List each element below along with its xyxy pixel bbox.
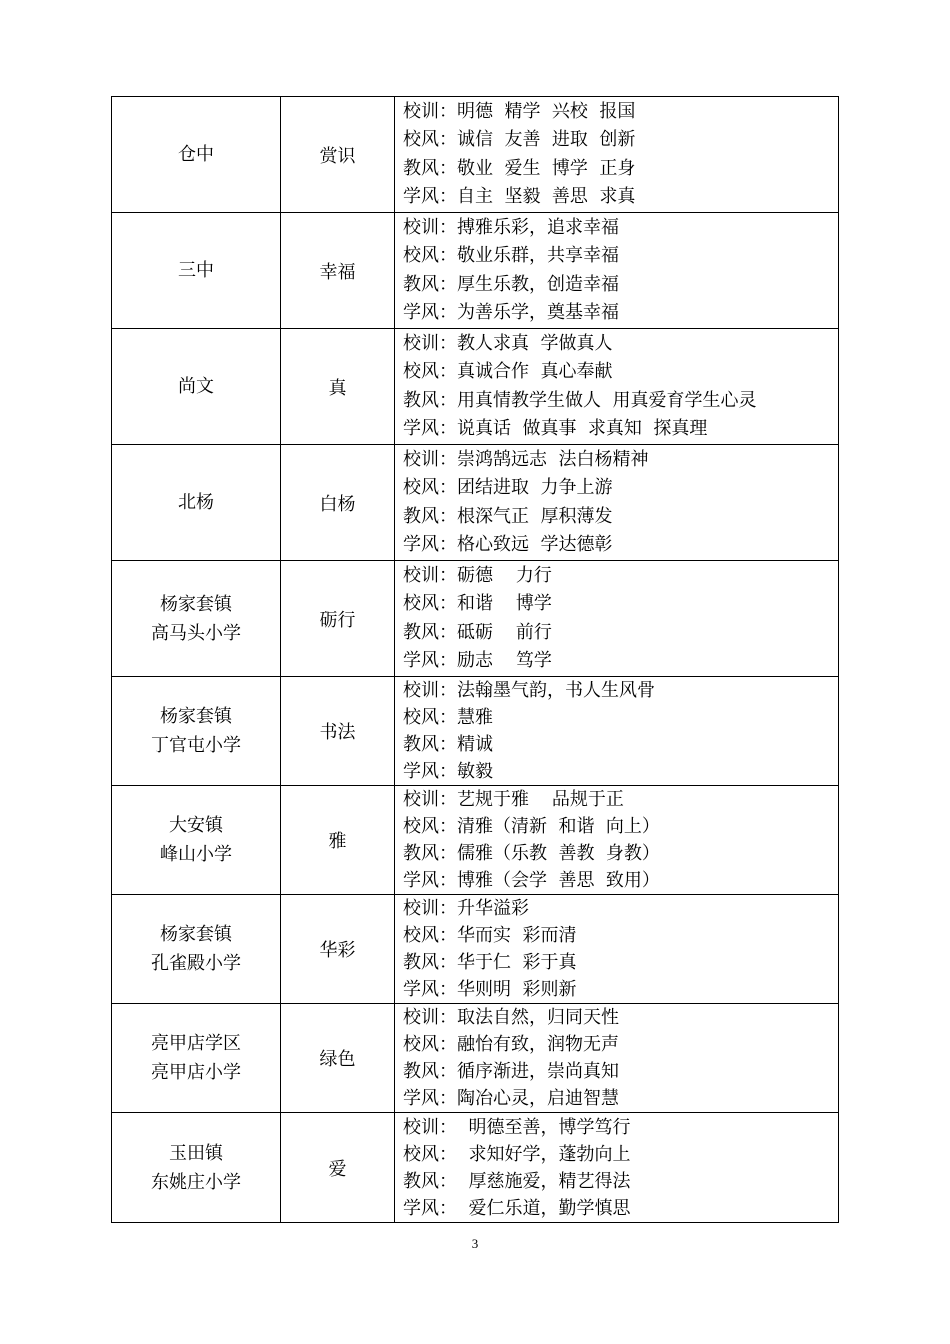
motto-line: 学风： 爱仁乐道，勤学慎思 xyxy=(403,1197,631,1219)
school-name-cell xyxy=(112,786,281,895)
motto-line: 校训： 明德至善，博学笃行 xyxy=(403,1116,631,1138)
school-name-cell xyxy=(112,213,281,329)
motto-line: 学风：自主 坚毅 善思 求真 xyxy=(403,186,636,207)
motto-line: 校训：法翰墨气韵，书人生风骨 xyxy=(403,680,655,701)
motto-line: 校训：砺德 力行 xyxy=(403,564,552,586)
motto-line: 校训：教人求真 学做真人 xyxy=(403,332,613,354)
motto-line: 教风：循序渐进，崇尚真知 xyxy=(403,1061,619,1082)
culture-theme-cell: 真 xyxy=(281,329,395,445)
school-name-line: 北杨 xyxy=(178,492,214,513)
mottos-cell xyxy=(395,1113,839,1223)
mottos-cell xyxy=(395,1004,839,1113)
school-name-line: 玉田镇 xyxy=(169,1142,223,1164)
mottos-cell xyxy=(395,213,839,329)
culture-theme-cell: 砺行 xyxy=(281,561,395,677)
motto-line: 学风：陶冶心灵，启迪智慧 xyxy=(403,1088,619,1109)
motto-line: 教风：厚生乐教，创造幸福 xyxy=(403,273,619,295)
school-name-line: 高马头小学 xyxy=(151,622,241,644)
school-name-line: 杨家套镇 xyxy=(160,706,232,727)
motto-line: 校风： 求知好学，蓬勃向上 xyxy=(403,1143,631,1165)
motto-line: 校风：真诚合作 真心奉献 xyxy=(403,361,613,382)
culture-theme-cell: 爱 xyxy=(281,1113,395,1223)
culture-theme-cell: 幸福 xyxy=(281,213,395,329)
mottos-cell xyxy=(395,329,839,445)
mottos-cell xyxy=(395,561,839,677)
school-name-line: 杨家套镇 xyxy=(160,924,232,945)
motto-line: 校风：团结进取 力争上游 xyxy=(403,477,613,498)
school-name-cell xyxy=(112,445,281,561)
page-number: 3 xyxy=(471,1236,479,1251)
motto-line: 学风：励志 笃学 xyxy=(403,650,552,671)
mottos-cell xyxy=(395,445,839,561)
table-row xyxy=(112,329,839,445)
school-name-cell xyxy=(112,895,281,1004)
culture-theme-cell: 雅 xyxy=(281,786,395,895)
school-culture-table xyxy=(111,96,839,1223)
table-row xyxy=(112,213,839,329)
motto-line: 教风：华于仁 彩于真 xyxy=(403,952,577,973)
table-row xyxy=(112,445,839,561)
motto-line: 教风：精诚 xyxy=(403,734,493,755)
school-name-line: 丁官屯小学 xyxy=(151,735,241,756)
mottos-cell xyxy=(395,895,839,1004)
culture-theme-cell: 书法 xyxy=(281,677,395,786)
mottos-cell xyxy=(395,677,839,786)
culture-theme-cell: 绿色 xyxy=(281,1004,395,1113)
school-name-cell xyxy=(112,97,281,213)
table-row xyxy=(112,561,839,677)
school-name-line: 大安镇 xyxy=(169,815,223,836)
motto-line: 教风：砥砺 前行 xyxy=(403,621,552,643)
table-row xyxy=(112,786,839,895)
motto-line: 学风：说真话 做真事 求真知 探真理 xyxy=(403,418,708,439)
motto-line: 教风： 厚慈施爱，精艺得法 xyxy=(403,1170,631,1192)
school-name-cell xyxy=(112,561,281,677)
motto-line: 学风：敏毅 xyxy=(403,761,493,782)
motto-line: 学风：格心致远 学达德彰 xyxy=(403,534,613,555)
mottos-cell xyxy=(395,786,839,895)
motto-line: 校风：融怡有致，润物无声 xyxy=(403,1034,619,1055)
motto-line: 校训：升华溢彩 xyxy=(403,898,529,919)
table-row xyxy=(112,1113,839,1223)
motto-line: 校训：明德 精学 兴校 报国 xyxy=(403,100,636,122)
school-name-line: 尚文 xyxy=(178,376,214,397)
school-name-line: 三中 xyxy=(178,260,214,281)
table-row xyxy=(112,97,839,213)
motto-line: 教风：儒雅（乐教 善教 身教） xyxy=(403,843,660,864)
school-name-line: 仓中 xyxy=(178,144,214,165)
school-name-cell xyxy=(112,1004,281,1113)
school-name-line: 亮甲店小学 xyxy=(151,1062,241,1083)
motto-line: 教风：根深气正 厚积薄发 xyxy=(403,505,613,527)
table-row xyxy=(112,1004,839,1113)
motto-line: 校风：华而实 彩而清 xyxy=(403,925,577,946)
school-name-line: 孔雀殿小学 xyxy=(151,953,241,974)
motto-line: 教风：敬业 爱生 博学 正身 xyxy=(403,157,636,179)
motto-line: 校训：搏雅乐彩，追求幸福 xyxy=(403,216,619,238)
motto-line: 学风：博雅（会学 善思 致用） xyxy=(403,870,660,891)
motto-line: 校风：敬业乐群，共享幸福 xyxy=(403,245,619,266)
culture-theme-cell: 赏识 xyxy=(281,97,395,213)
motto-line: 校训：取法自然，归同天性 xyxy=(403,1007,619,1028)
motto-line: 校风：慧雅 xyxy=(403,707,493,728)
school-name-line: 东姚庄小学 xyxy=(151,1171,241,1193)
school-name-line: 亮甲店学区 xyxy=(151,1033,241,1054)
motto-line: 学风：华则明 彩则新 xyxy=(403,979,577,1000)
school-name-line: 峰山小学 xyxy=(160,844,232,865)
school-name-cell xyxy=(112,1113,281,1223)
motto-line: 学风：为善乐学，奠基幸福 xyxy=(403,302,619,323)
motto-line: 校风：和谐 博学 xyxy=(403,593,552,614)
culture-theme-cell: 华彩 xyxy=(281,895,395,1004)
mottos-cell xyxy=(395,97,839,213)
table-body xyxy=(112,97,839,1223)
motto-line: 教风：用真情教学生做人 用真爱育学生心灵 xyxy=(403,389,757,411)
school-name-line: 杨家套镇 xyxy=(160,593,232,615)
motto-line: 校训：崇鸿鹄远志 法白杨精神 xyxy=(403,448,649,470)
table-row xyxy=(112,677,839,786)
table-row xyxy=(112,895,839,1004)
school-name-cell xyxy=(112,677,281,786)
motto-line: 校风：清雅（清新 和谐 向上） xyxy=(403,816,660,837)
motto-line: 校风：诚信 友善 进取 创新 xyxy=(403,129,636,150)
motto-line: 校训：艺规于雅 品规于正 xyxy=(403,789,624,810)
culture-theme-cell: 白杨 xyxy=(281,445,395,561)
school-name-cell xyxy=(112,329,281,445)
